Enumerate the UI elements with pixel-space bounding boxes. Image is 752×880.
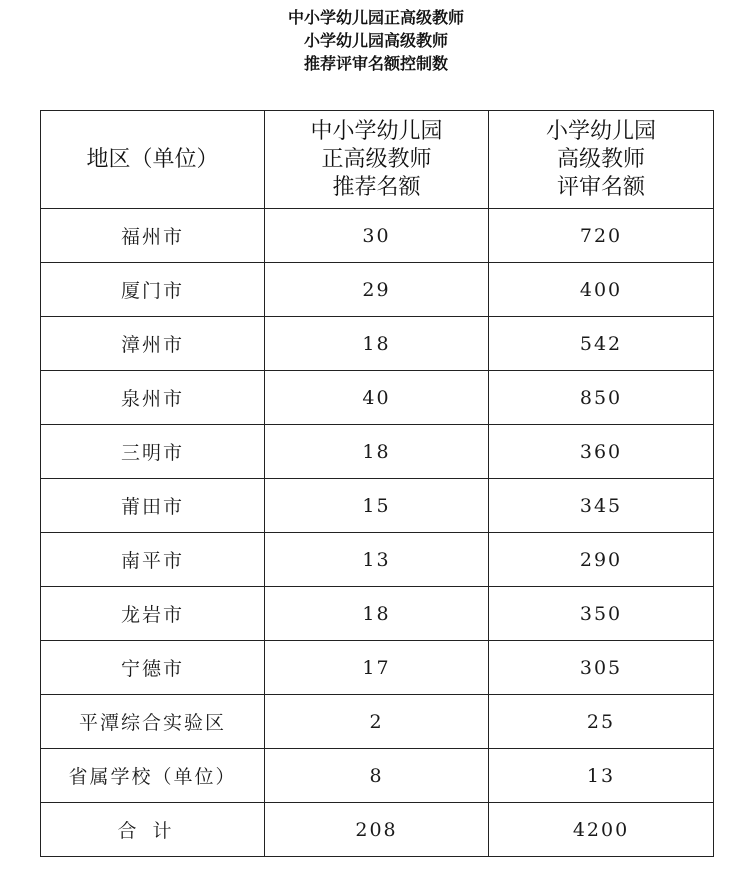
advanced-quota-cell: 542: [489, 317, 714, 371]
document-title: [0, 6, 752, 75]
title-line-2: 小学幼儿园高级教师: [303, 31, 448, 50]
region-cell: 龙岩市: [41, 587, 265, 641]
advanced-quota-cell: 360: [489, 425, 714, 479]
table-row: [41, 533, 714, 587]
header-advanced-line-3: 评审名额: [556, 174, 645, 200]
advanced-quota-cell: 305: [489, 641, 714, 695]
table-row: [41, 425, 714, 479]
table-row: [41, 317, 714, 371]
senior-quota-cell: 40: [265, 371, 489, 425]
senior-quota-cell: 15: [265, 479, 489, 533]
table-row: [41, 695, 714, 749]
region-cell: 宁德市: [41, 641, 265, 695]
header-region: [41, 111, 265, 209]
total-senior-quota-cell: 208: [265, 803, 489, 857]
table-row: [41, 371, 714, 425]
senior-quota-cell: 8: [265, 749, 489, 803]
quota-table: [40, 110, 714, 857]
table-row: [41, 209, 714, 263]
advanced-quota-cell: 345: [489, 479, 714, 533]
table-row: [41, 587, 714, 641]
total-label-cell: 合计: [41, 803, 265, 857]
advanced-quota-cell: 13: [489, 749, 714, 803]
table-header-row: [41, 111, 714, 209]
advanced-quota-cell: 290: [489, 533, 714, 587]
table-body: [41, 209, 714, 857]
senior-quota-cell: 2: [265, 695, 489, 749]
region-cell: 省属学校（单位）: [41, 749, 265, 803]
advanced-quota-cell: 400: [489, 263, 714, 317]
region-cell: 平潭综合实验区: [41, 695, 265, 749]
header-senior-line-2: 正高级教师: [321, 146, 432, 172]
senior-quota-cell: 18: [265, 425, 489, 479]
region-cell: 三明市: [41, 425, 265, 479]
header-region-line: 地区（单位）: [86, 146, 219, 172]
region-cell: 泉州市: [41, 371, 265, 425]
region-cell: 福州市: [41, 209, 265, 263]
table-row-total: [41, 803, 714, 857]
advanced-quota-cell: 25: [489, 695, 714, 749]
region-cell: 莆田市: [41, 479, 265, 533]
senior-quota-cell: 13: [265, 533, 489, 587]
region-cell: 漳州市: [41, 317, 265, 371]
senior-quota-cell: 18: [265, 317, 489, 371]
region-cell: 厦门市: [41, 263, 265, 317]
senior-quota-cell: 17: [265, 641, 489, 695]
table-row: [41, 479, 714, 533]
header-senior-line-1: 中小学幼儿园: [310, 118, 443, 144]
header-senior-quota: [265, 111, 489, 209]
title-line-3: 推荐评审名额控制数: [303, 54, 448, 73]
table-row: [41, 263, 714, 317]
advanced-quota-cell: 350: [489, 587, 714, 641]
advanced-quota-cell: 720: [489, 209, 714, 263]
title-line-1: 中小学幼儿园正高级教师: [287, 8, 464, 27]
senior-quota-cell: 29: [265, 263, 489, 317]
header-advanced-line-2: 高级教师: [556, 146, 645, 172]
table-row: [41, 749, 714, 803]
senior-quota-cell: 30: [265, 209, 489, 263]
advanced-quota-cell: 850: [489, 371, 714, 425]
total-advanced-quota-cell: 4200: [489, 803, 714, 857]
header-advanced-quota: [489, 111, 714, 209]
region-cell: 南平市: [41, 533, 265, 587]
table-row: [41, 641, 714, 695]
header-advanced-line-1: 小学幼儿园: [545, 118, 656, 144]
header-senior-line-3: 推荐名额: [332, 174, 421, 200]
senior-quota-cell: 18: [265, 587, 489, 641]
